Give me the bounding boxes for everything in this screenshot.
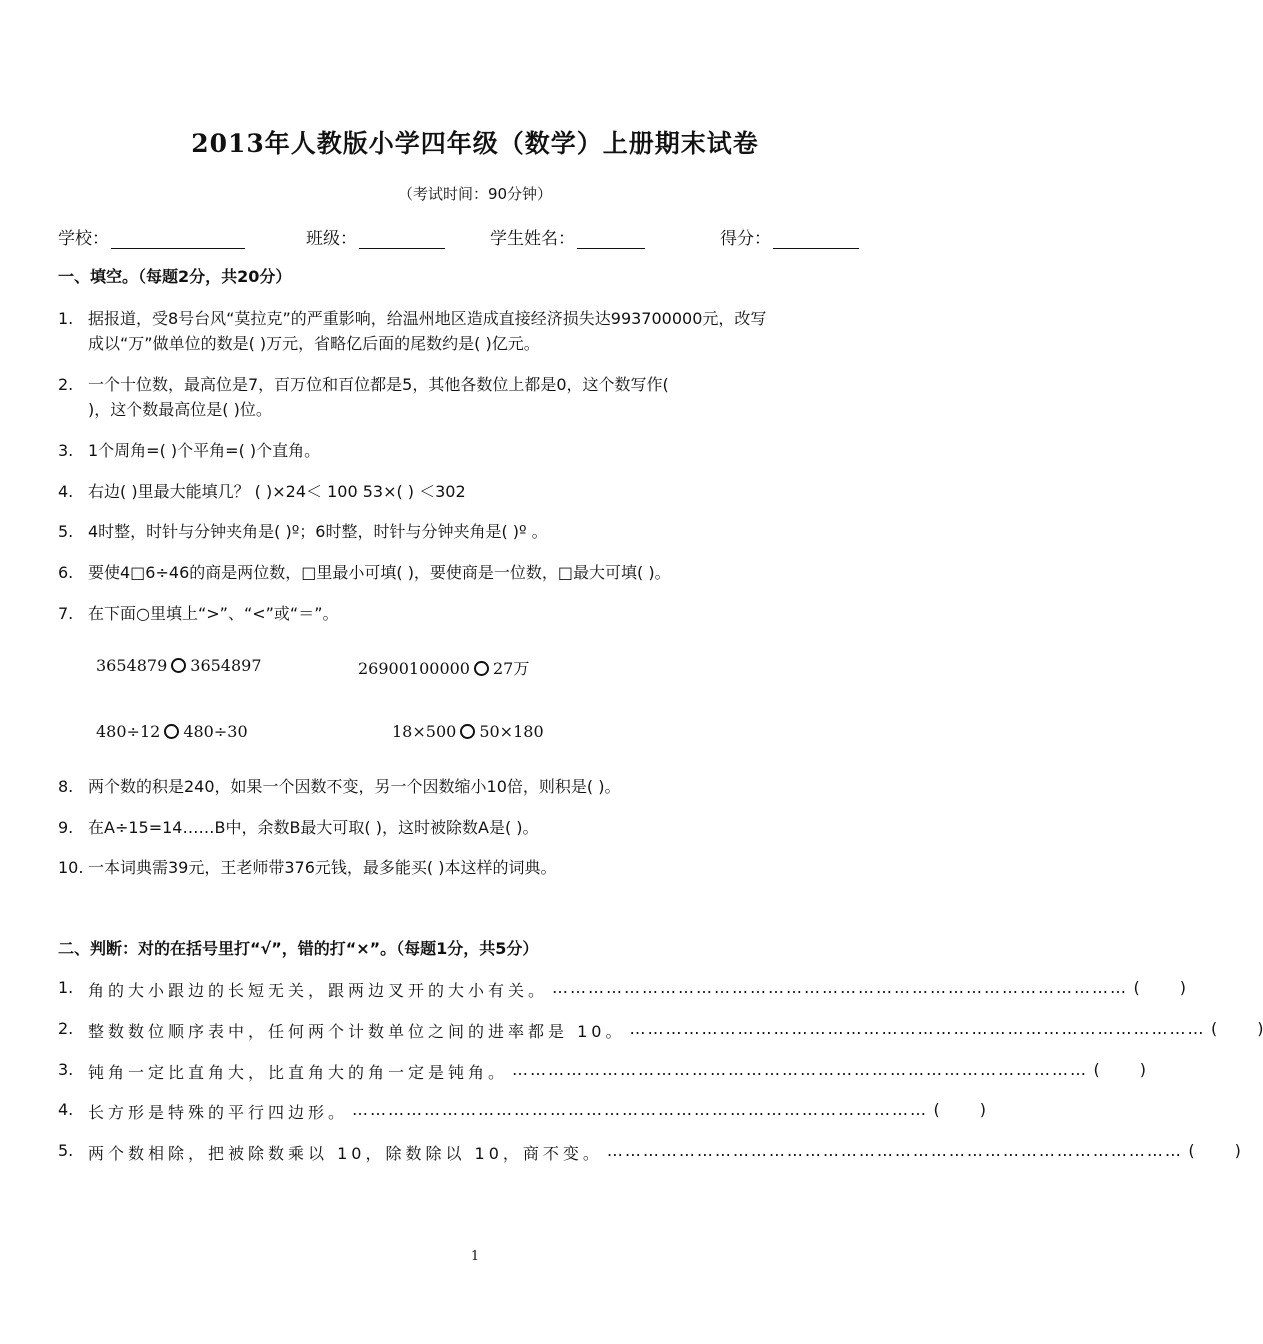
- question-number: 3.: [58, 1060, 74, 1079]
- page-number: 1: [470, 1249, 480, 1264]
- page-title: 2013年人教版小学四年级（数学）上册期末试卷: [191, 129, 759, 158]
- compare-left: 480÷12: [96, 722, 161, 741]
- question-text: 在下面○里填上“>”、“<”或“＝”。: [88, 604, 339, 623]
- section-fill-blank-heading: 一、填空。（每题2分，共20分）: [58, 267, 292, 286]
- class-blank[interactable]: [359, 230, 445, 249]
- paren-close: ): [1139, 1060, 1147, 1079]
- answer-parens[interactable]: [1205, 1019, 1263, 1042]
- question-text: 据报道，受8号台风“莫拉克”的严重影响，给温州地区造成直接经济损失达993700000元，改写: [88, 309, 767, 328]
- question-number: 7.: [58, 604, 74, 623]
- question-1: [58, 306, 766, 329]
- compare-right: 480÷30: [183, 722, 248, 741]
- question-number: 1.: [58, 309, 74, 328]
- compare-circle[interactable]: [460, 724, 475, 739]
- leader-dots: ……………………………………………………………………………………: [606, 1141, 1183, 1160]
- paren-open: (: [1093, 1060, 1100, 1079]
- question-number: 5.: [58, 522, 74, 541]
- question-text: 4时整，时针与分钟夹角是( )º；6时整，时针与分钟夹角是( )º 。: [88, 522, 548, 541]
- exam-duration: （考试时间：90分钟）: [397, 185, 553, 203]
- paren-open: (: [933, 1100, 940, 1119]
- statement-text: 长方形是特殊的平行四边形。: [88, 1103, 349, 1122]
- compare-circle[interactable]: [474, 661, 489, 676]
- section-true-false-heading: 二、判断：对的在括号里打“√”，错的打“×”。（每题1分，共5分）: [58, 939, 539, 958]
- statement-text: 整数数位顺序表中，任何两个计数单位之间的进率都是 10。: [88, 1022, 626, 1041]
- paren-close: ): [1234, 1141, 1241, 1160]
- question-4: [58, 479, 466, 502]
- question-text: 一本词典需39元，王老师带376元钱，最多能买( )本这样的词典。: [88, 858, 557, 877]
- compare-circle[interactable]: [164, 724, 179, 739]
- compare-item-3: [96, 722, 248, 741]
- question-text: 右边( )里最大能填几？ ( )×24＜ 100 53×( ) ＜302: [88, 482, 466, 501]
- question-6: [58, 560, 671, 583]
- paren-open: (: [1188, 1141, 1195, 1160]
- question-8: [58, 774, 620, 797]
- question-number: 4.: [58, 1100, 74, 1119]
- paren-close: ): [979, 1100, 987, 1119]
- leader-dots: ……………………………………………………………………………………: [352, 1100, 929, 1119]
- compare-circle[interactable]: [171, 658, 186, 673]
- statement-text: 角的大小跟边的长短无关，跟两边叉开的大小有关。: [88, 981, 549, 1000]
- student-name-label: 学生姓名：: [490, 229, 575, 249]
- question-number: 5.: [58, 1141, 74, 1160]
- compare-item-1: [96, 656, 262, 675]
- question-2-continued: )，这个数最高位是( )位。: [88, 400, 272, 419]
- compare-right: 27万: [492, 659, 530, 678]
- paren-open: (: [1210, 1019, 1218, 1038]
- school-blank[interactable]: [111, 230, 245, 249]
- compare-item-4: [392, 722, 544, 741]
- compare-left: 18×500: [392, 722, 457, 741]
- question-2: [58, 372, 669, 395]
- judge-item-2: [58, 1019, 1263, 1042]
- school-label: 学校：: [58, 229, 109, 249]
- question-5: [58, 519, 548, 542]
- compare-left: 3654879: [96, 656, 168, 675]
- class-field[interactable]: [306, 224, 445, 249]
- question-10: [58, 855, 556, 878]
- student-name-blank[interactable]: [577, 230, 645, 249]
- question-1-continued: 成以“万”做单位的数是( )万元，省略亿后面的尾数约是( )亿元。: [88, 334, 540, 353]
- compare-left: 26900100000: [358, 659, 470, 678]
- question-number: 10.: [58, 858, 84, 877]
- answer-parens[interactable]: [928, 1100, 986, 1123]
- school-field[interactable]: [58, 224, 245, 249]
- judge-item-4: [58, 1100, 987, 1123]
- question-number: 8.: [58, 777, 74, 796]
- statement-text: 两个数相除，把被除数乘以 10，除数除以 10，商不变。: [88, 1144, 603, 1163]
- judge-item-3: [58, 1060, 1147, 1083]
- question-9: [58, 815, 539, 838]
- question-number: 4.: [58, 482, 74, 501]
- compare-right: 50×180: [479, 722, 544, 741]
- question-number: 3.: [58, 441, 74, 460]
- answer-parens[interactable]: [1128, 978, 1186, 1001]
- question-number: 2.: [58, 375, 74, 394]
- question-text: 一个十位数，最高位是7，百万位和百位都是5，其他各数位上都是0，这个数写作(: [88, 375, 669, 394]
- score-label: 得分：: [720, 229, 771, 249]
- question-3: [58, 438, 320, 461]
- score-field[interactable]: [720, 224, 859, 249]
- statement-text: 钝角一定比直角大，比直角大的角一定是钝角。: [88, 1063, 509, 1082]
- leader-dots: ……………………………………………………………………………………: [629, 1019, 1206, 1038]
- answer-parens[interactable]: [1183, 1141, 1241, 1164]
- answer-parens[interactable]: [1088, 1060, 1146, 1083]
- judge-item-1: [58, 978, 1187, 1001]
- compare-item-2: [358, 656, 529, 679]
- question-text: 两个数的积是240，如果一个因数不变，另一个因数缩小10倍，则积是( )。: [88, 777, 621, 796]
- question-7: [58, 601, 339, 624]
- leader-dots: ……………………………………………………………………………………: [552, 978, 1129, 997]
- question-number: 2.: [58, 1019, 74, 1038]
- compare-right: 3654897: [190, 656, 262, 675]
- question-number: 9.: [58, 818, 74, 837]
- score-blank[interactable]: [773, 230, 859, 249]
- paren-close: ): [1179, 978, 1187, 997]
- question-text: 在A÷15=14……B中，余数B最大可取( )，这时被除数A是( )。: [88, 818, 539, 837]
- student-name-field[interactable]: [490, 224, 645, 249]
- leader-dots: ……………………………………………………………………………………: [512, 1060, 1089, 1079]
- class-label: 班级：: [306, 229, 357, 249]
- paren-close: ): [1257, 1019, 1263, 1038]
- question-number: 1.: [58, 978, 74, 997]
- paren-open: (: [1133, 978, 1140, 997]
- question-number: 6.: [58, 563, 74, 582]
- question-text: 要使4□6÷46的商是两位数，□里最小可填( )，要使商是一位数，□最大可填( )。: [88, 563, 671, 582]
- question-text: 1个周角=( )个平角=( )个直角。: [88, 441, 321, 460]
- judge-item-5: [58, 1141, 1241, 1164]
